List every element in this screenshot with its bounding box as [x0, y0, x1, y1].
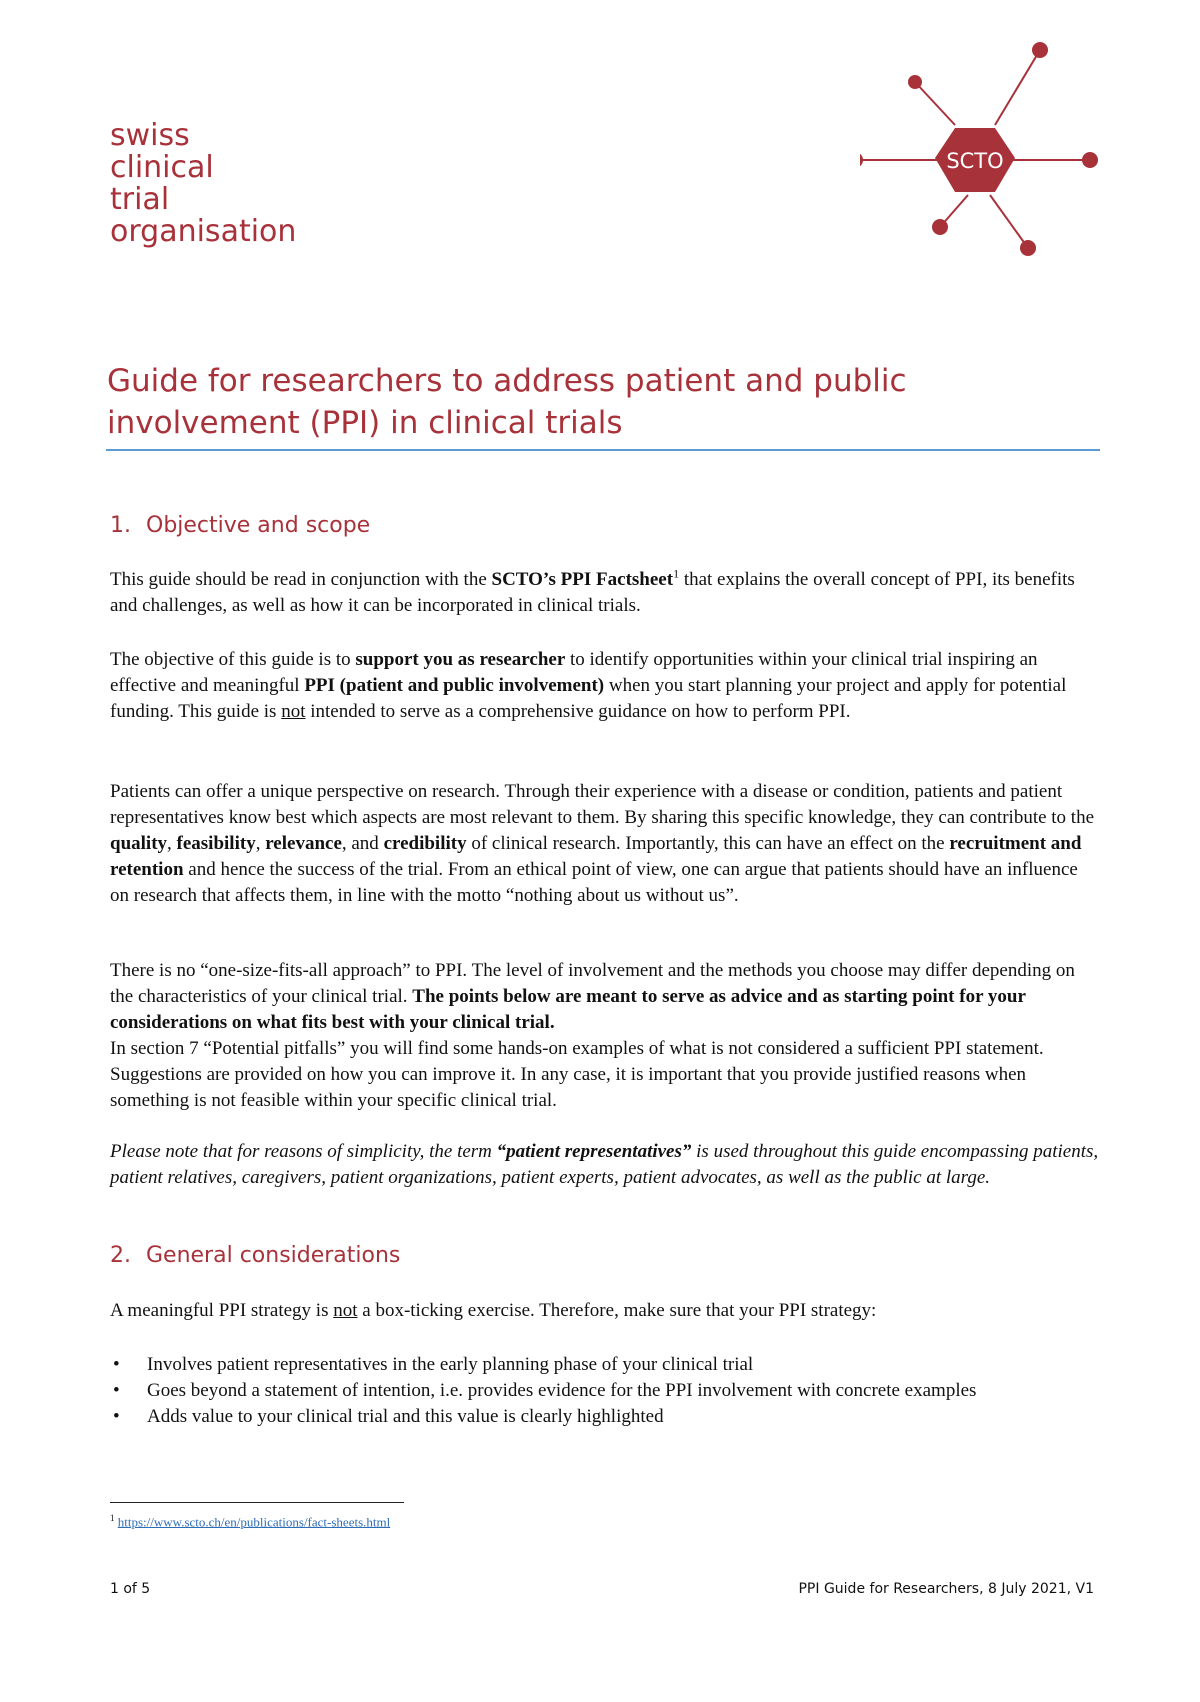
section-2-label: General considerations: [146, 1243, 401, 1268]
p3-bold-quality: quality: [110, 833, 168, 854]
p3-bold-relevance: relevance: [265, 833, 342, 854]
list-item: • Adds value to your clinical trial and this value is clearly highlighted: [110, 1404, 1100, 1430]
p5-italic-c: is used throughout this guide encompassing patients, patient relatives, caregivers, patient organizations, patient experts, patient advocates, as well as the public at large.: [110, 1141, 1099, 1188]
p6-underline-not: not: [333, 1300, 358, 1321]
p1-factsheet-ref: SCTO’s PPI Factsheet: [491, 569, 674, 590]
p3-text-k: and hence the success of the trial. From an ethical point of view, one can argue that patients should have an influence on research that affects them, in line with the motto “nothing about us without us”.: [110, 859, 1078, 906]
p3-bold-recruitment: recruitment and retention: [110, 833, 1082, 880]
paragraph-ppi-strategy: [110, 1298, 1100, 1324]
p1-text-a: This guide should be read in conjunction with the: [110, 569, 492, 590]
paragraph-patient-perspective: [110, 779, 1100, 909]
paragraph-objective: [110, 647, 1100, 725]
p5-italic-a: Please note that for reasons of simplicity, the term: [110, 1141, 497, 1162]
org-line-4: organisation: [110, 214, 297, 249]
list-item: • Goes beyond a statement of intention, i.e. provides evidence for the PPI involvement with concrete examples: [110, 1378, 1100, 1404]
p2-text-c: to identify opportunities within your clinical trial inspiring an effective and meaningful: [110, 649, 1038, 696]
footnote-divider: [110, 1502, 404, 1503]
p2-bold-d: PPI (patient and public involvement): [304, 675, 605, 696]
footnote-link[interactable]: https://www.scto.ch/en/publications/fact-sheets.html: [117, 1514, 391, 1530]
footnote-number: 1: [110, 1513, 115, 1523]
org-line-3: trial: [110, 182, 170, 217]
section-1-label: Objective and scope: [146, 513, 371, 538]
org-line-2: clinical: [110, 150, 214, 185]
p3-bold-feasibility: feasibility: [176, 833, 256, 854]
section-1-heading: [110, 513, 370, 538]
p6-text-a: A meaningful PPI strategy is: [110, 1300, 334, 1321]
p2-text-g: intended to serve as a comprehensive guidance on how to perform PPI.: [305, 701, 851, 722]
paragraph-terminology-note: [110, 1139, 1100, 1191]
section-1-number: 1.: [110, 513, 131, 538]
p3-text-i: of clinical research. Importantly, this can have an effect on the: [466, 833, 950, 854]
org-line-1: swiss: [110, 118, 190, 153]
p3-text-e: ,: [255, 833, 266, 854]
p4-text-a: There is no “one-size-fits-all approach” to PPI. The level of involvement and the methods you choose may differ depending on the characteristics of your clinical trial.: [110, 960, 1075, 1007]
p6-text-c: a box-ticking exercise. Therefore, make sure that your PPI strategy:: [357, 1300, 877, 1321]
p2-bold-b: support you as researcher: [355, 649, 566, 670]
p1-footnote-marker: 1: [673, 566, 680, 581]
page-number: 1 of 5: [110, 1581, 151, 1597]
section-2-number: 2.: [110, 1243, 131, 1268]
paragraph-factsheet: [110, 567, 1100, 619]
p3-bold-credibility: credibility: [383, 833, 467, 854]
organisation-wordmark: [110, 120, 296, 248]
scto-logo: [860, 40, 1100, 280]
p1-text-c: that explains the overall concept of PPI, its benefits and challenges, as well as how it can be incorporated in clinical trials.: [110, 569, 1075, 616]
document-title: Guide for researchers to address patient and public involvement (PPI) in clinical trials: [107, 363, 907, 441]
strategy-bullet-list: [110, 1352, 1100, 1430]
p2-text-e: when you start planning your project and apply for potential funding. This guide is: [110, 675, 1067, 722]
footnote: [110, 1513, 390, 1530]
p3-text-a: Patients can offer a unique perspective on research. Through their experience with a disease or condition, patients and patient representatives know best which aspects are most relevant to them. By sharing this specific knowledge, they can contribute to the: [110, 781, 1095, 828]
footer-document-info: PPI Guide for Researchers, 8 July 2021, V1: [798, 1581, 1094, 1597]
paragraph-no-one-size: [110, 958, 1100, 1114]
p3-text-c: ,: [167, 833, 177, 854]
p2-text-a: The objective of this guide is to: [110, 649, 356, 670]
section-2-heading: [110, 1243, 400, 1268]
title-divider: [106, 449, 1100, 451]
p4-bold-advice: The points below are meant to serve as advice and as starting point for your considerations on what fits best with your clinical trial.: [110, 986, 1026, 1033]
p4-text-c: In section 7 “Potential pitfalls” you will find some hands-on examples of what is not considered a sufficient PPI statement. Suggestions are provided on how you can improve it. In any case, it is important that you provide justified reasons when something is not feasible within your specific clinical trial.: [110, 1038, 1044, 1111]
p2-underline-f: not: [281, 701, 306, 722]
list-item: • Involves patient representatives in the early planning phase of your clinical trial: [110, 1352, 1100, 1378]
logo-text: SCTO: [946, 149, 1004, 173]
p5-bold-term: “patient representatives”: [496, 1141, 692, 1162]
p3-text-g: , and: [341, 833, 384, 854]
